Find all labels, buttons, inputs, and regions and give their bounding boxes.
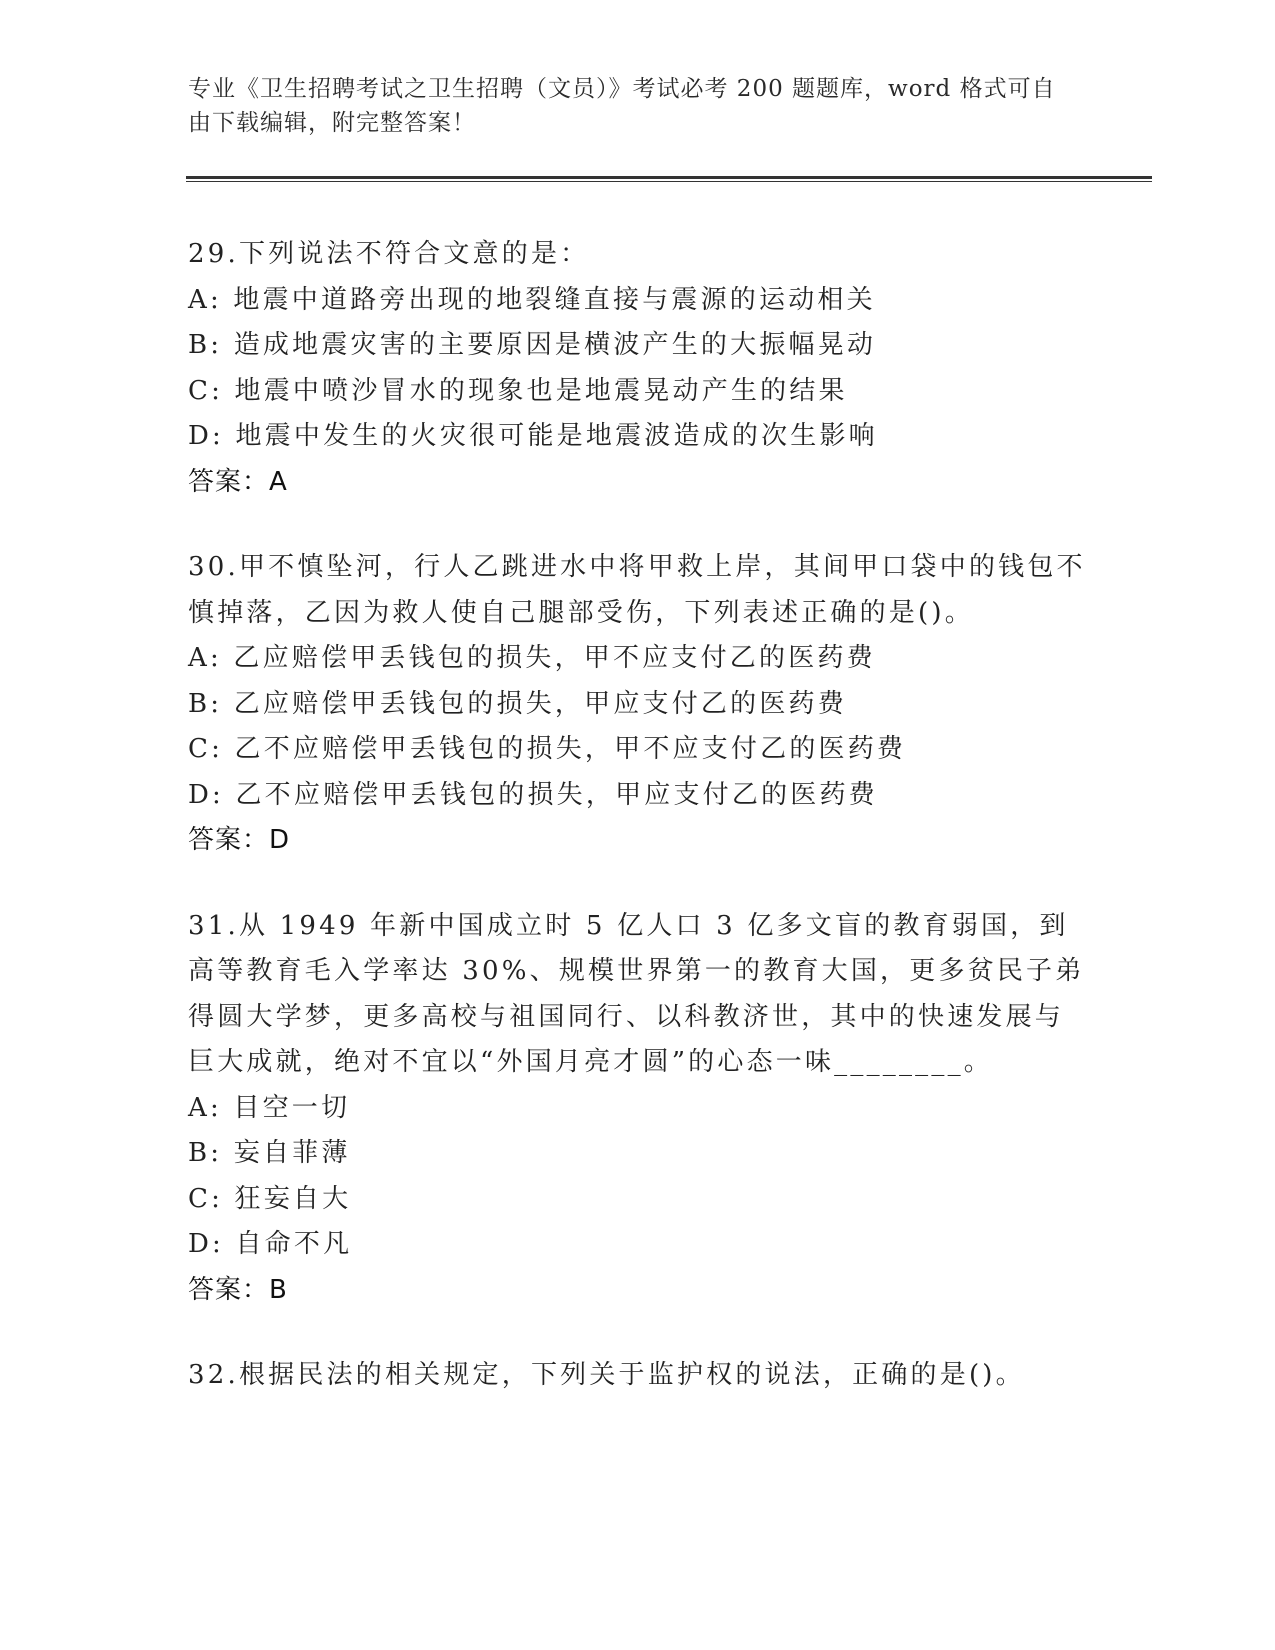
question-31 xyxy=(188,904,1088,1314)
option-d: D: 乙不应赔偿甲丢钱包的损失，甲应支付乙的医药费 xyxy=(188,779,878,810)
option-c: C: 狂妄自大 xyxy=(188,1183,352,1214)
header-divider-thick xyxy=(186,176,1152,179)
header-divider-thin xyxy=(186,181,1152,182)
option-d: D: 自命不凡 xyxy=(188,1229,353,1259)
option-a: A: 目空一切 xyxy=(188,1092,351,1123)
answer-line: 答案：D xyxy=(188,825,291,855)
question-stem: 29.下列说法不符合文意的是： xyxy=(188,239,590,269)
question-30 xyxy=(188,545,1088,864)
answer-line: 答案：A xyxy=(188,466,288,497)
option-b: B: 造成地震灾害的主要原因是横波产生的大振幅晃动 xyxy=(188,330,877,360)
option-b: B: 妄自菲薄 xyxy=(188,1138,351,1168)
answer-line: 答案：B xyxy=(188,1274,288,1305)
option-c: C: 乙不应赔偿甲丢钱包的损失，甲不应支付乙的医药费 xyxy=(188,734,907,764)
option-a: A: 乙应赔偿甲丢钱包的损失，甲不应支付乙的医药费 xyxy=(188,643,876,673)
question-list xyxy=(188,232,1088,1439)
question-29 xyxy=(188,232,1088,505)
option-a: A: 地震中道路旁出现的地裂缝直接与震源的运动相关 xyxy=(188,284,876,315)
question-stem: 31.从 1949 年新中国成立时 5 亿人口 3 亿多文盲的教育弱国，到高等教育毛入学率达 30%、规模世界第一的教育大国，更多贫民子弟得圆大学梦，更多高校与祖国同行、以科教济世，其中的快速发展与巨大成就，绝对不宜以“外国月亮才圆”的心态一味________。 xyxy=(188,910,1085,1077)
question-32 xyxy=(188,1353,1088,1399)
question-stem: 32.根据民法的相关规定，下列关于监护权的说法，正确的是()。 xyxy=(188,1360,1025,1390)
option-d: D: 地震中发生的火灾很可能是地震波造成的次生影响 xyxy=(188,421,878,451)
option-c: C: 地震中喷沙冒水的现象也是地震晃动产生的结果 xyxy=(188,375,848,406)
question-stem: 30.甲不慎坠河，行人乙跳进水中将甲救上岸，其间甲口袋中的钱包不慎掉落，乙因为救人使自己腿部受伤，下列表述正确的是()。 xyxy=(188,552,1086,628)
option-b: B: 乙应赔偿甲丢钱包的损失，甲应支付乙的医药费 xyxy=(188,688,847,719)
document-header: 专业《卫生招聘考试之卫生招聘（文员）》考试必考 200 题题库，word 格式可自由下载编辑，附完整答案！ xyxy=(188,76,1056,136)
